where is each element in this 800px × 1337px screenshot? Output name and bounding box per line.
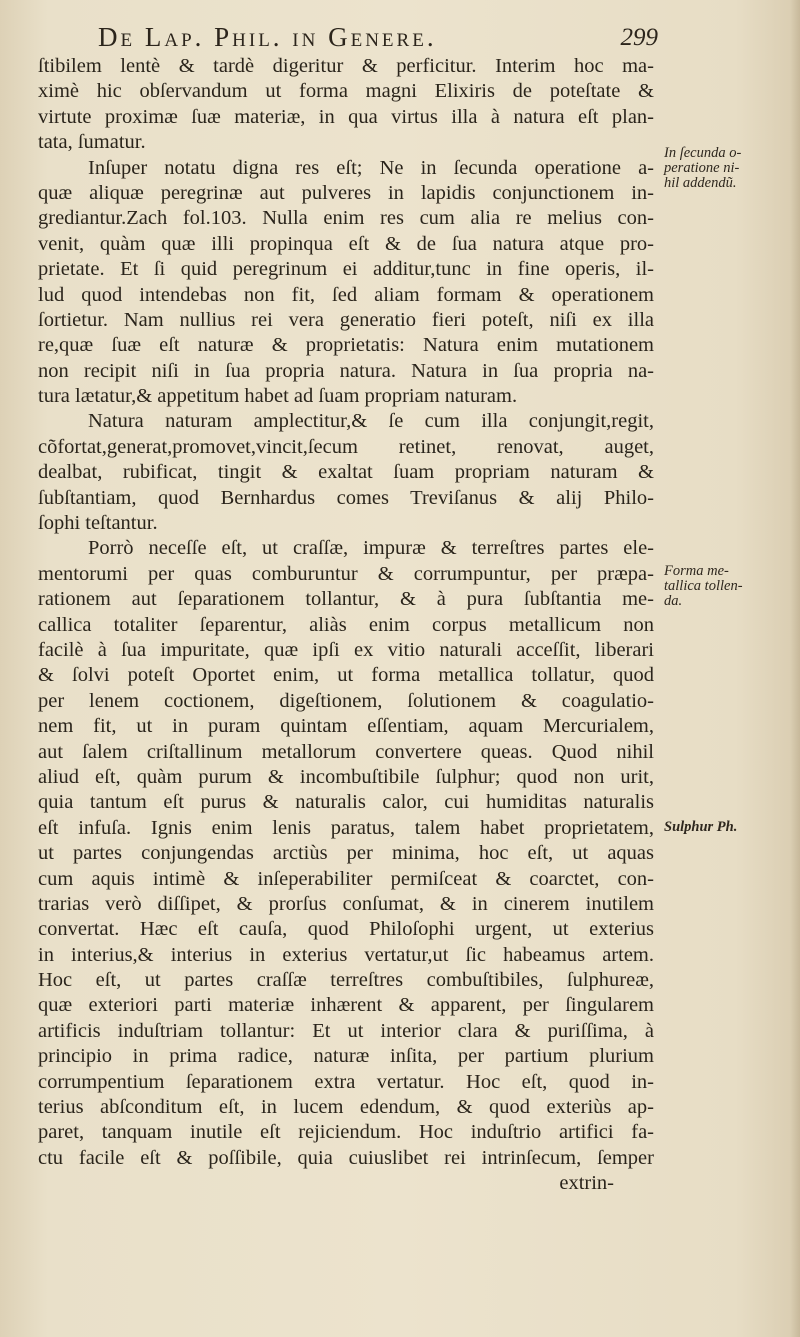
- text-line: quæ exteriori parti materiæ inhærent & apparent, per ſingularem: [38, 994, 654, 1017]
- text-line: tura lætatur,& appetitum habet ad ſuam propriam naturam.: [38, 385, 518, 408]
- text-line: non recipit niſi in ſua propria natura. Natura in ſua propria na-: [38, 359, 654, 382]
- body-text: [38, 54, 654, 1197]
- text-line: Inſuper notatu digna res eſt; Ne in ſecunda operatione a-: [88, 156, 654, 179]
- text-line: & ſolvi poteſt Oportet enim, ut forma metallica tollatur, quod: [38, 664, 654, 687]
- text-line: aut ſalem criſtallinum metallorum convertere queas. Quod nihil: [38, 740, 654, 763]
- marginal-note-metallic-form: [664, 564, 794, 609]
- text-line: Porrò neceſſe eſt, ut craſſæ, impuræ & terreſtres partes ele-: [88, 537, 654, 560]
- text-line: facilè à ſua impuritate, quæ ipſi ex vitio naturali acceſſit, liberari: [38, 638, 654, 661]
- text-line: cum aquis intimè & inſeperabiliter permiſceat & coarctet, con-: [38, 867, 654, 890]
- text-line: trarias verò diſſipet, & prorſus conſumat, & in cinerem inutilem: [38, 892, 654, 915]
- running-title: De Lap. Phil. in Genere.: [98, 22, 437, 52]
- text-line: quæ aliquæ peregrinæ aut pulveres in lapidis conjunctionem in-: [38, 181, 654, 204]
- text-line: callica totaliter ſeparentur, aliàs enim corpus metallicum non: [38, 613, 654, 636]
- text-line: grediantur.Zach fol.103. Nulla enim res cum alia re melius con-: [38, 207, 654, 230]
- marginal-note-sulphur: [664, 820, 794, 835]
- text-line: lud quod intendebas non fit, ſed aliam formam & operationem: [38, 283, 654, 306]
- text-line: paret, tanquam inutile eſt rejiciendum. Hoc induſtrio artifici fa-: [38, 1121, 654, 1144]
- text-line: tata, ſumatur.: [38, 131, 146, 154]
- page-header: [98, 22, 658, 56]
- text-line: venit, quàm quæ illi propinqua eſt & de ſua natura atque pro-: [38, 232, 654, 255]
- text-line: ctu facile eſt & poſſibile, quia cuiuslibet rei intrinſecum, ſemper: [38, 1146, 654, 1169]
- text-line: terius abſconditum eſt, in lucem edendum, & quod exteriùs ap-: [38, 1096, 654, 1119]
- text-line: nem fit, ut in puram quintam eſſentiam, aquam Mercurialem,: [38, 715, 654, 738]
- text-line: ſortietur. Nam nullius rei vera generatio fieri poteſt, niſi ex illa: [38, 308, 654, 331]
- marginal-note-line: In ſecunda o-: [664, 145, 742, 161]
- text-line: re,quæ ſuæ eſt naturæ & proprietatis: Natura enim mutationem: [38, 334, 654, 357]
- text-line: quia tantum eſt purus & naturalis calor, cui humiditas naturalis: [38, 791, 654, 814]
- page-edge-shadow: [790, 0, 800, 1337]
- text-line: prietate. Et ſi quid peregrinum ei additur,tunc in fine operis, il-: [38, 258, 654, 281]
- text-line: rationem aut ſeparationem tollantur, & à pura ſubſtantia me-: [38, 588, 654, 611]
- text-line: mentorumi per quas comburuntur & corrumpuntur, per præpa-: [38, 562, 654, 585]
- marginal-note-line: hil addendũ.: [664, 175, 737, 191]
- text-line: virtute proximæ ſuæ materiæ, in qua virtus illa à natura eſt plan-: [38, 105, 654, 128]
- text-line: aliud eſt, quàm purum & incombuſtibile ſulphur; quod non urit,: [38, 765, 654, 788]
- marginal-note-line: peratione ni-: [664, 160, 740, 176]
- text-line: dealbat, rubificat, tingit & exaltat ſuam propriam naturam &: [38, 461, 654, 484]
- marginal-note-line: da.: [664, 593, 683, 609]
- text-line: ſophi teſtantur.: [38, 512, 158, 535]
- text-line: ut partes conjungendas arctiùs per minima, hoc eſt, ut aquas: [38, 842, 654, 865]
- text-line: Hoc eſt, ut partes craſſæ terreſtres combuſtibiles, ſulphureæ,: [38, 969, 654, 992]
- text-line: ſubſtantiam, quod Bernhardus comes Treviſanus & alij Philo-: [38, 486, 654, 509]
- marginal-note-line: tallica tollen-: [664, 578, 743, 594]
- marginal-note-second-operation: [664, 146, 794, 191]
- text-line: cõfortat,generat,promovet,vincit,ſecum retinet, renovat, auget,: [38, 435, 654, 458]
- text-line: in interius,& interius in exterius vertatur,ut ſic habeamus artem.: [38, 943, 654, 966]
- text-line: ximè hic obſervandum ut forma magni Elixiris de poteſtate &: [38, 80, 654, 103]
- text-line: corrumpentium ſeparationem extra vertatur. Hoc eſt, quod in-: [38, 1070, 654, 1093]
- text-line: eſt infuſa. Ignis enim lenis paratus, talem habet proprietatem,: [38, 816, 654, 839]
- marginal-note-line: Sulphur Ph.: [664, 819, 738, 835]
- marginal-note-line: Forma me-: [664, 563, 729, 579]
- text-line: Natura naturam amplectitur,& ſe cum illa conjungit,regit,: [88, 410, 654, 433]
- page-number: 299: [620, 24, 658, 51]
- text-line: principio in prima radice, naturæ inſita, per partium plurium: [38, 1045, 654, 1068]
- text-line: extrin-: [559, 1172, 614, 1195]
- text-line: per lenem coctionem, digeſtionem, ſolutionem & coagulatio-: [38, 689, 654, 712]
- text-line: artificis induſtriam tollantur: Et ut interior clara & puriſſima, à: [38, 1019, 654, 1042]
- text-line: convertat. Hæc eſt cauſa, quod Philoſophi urgent, ut exterius: [38, 918, 654, 941]
- text-line: ſtibilem lentè & tardè digeritur & perficitur. Interim hoc ma-: [38, 55, 654, 77]
